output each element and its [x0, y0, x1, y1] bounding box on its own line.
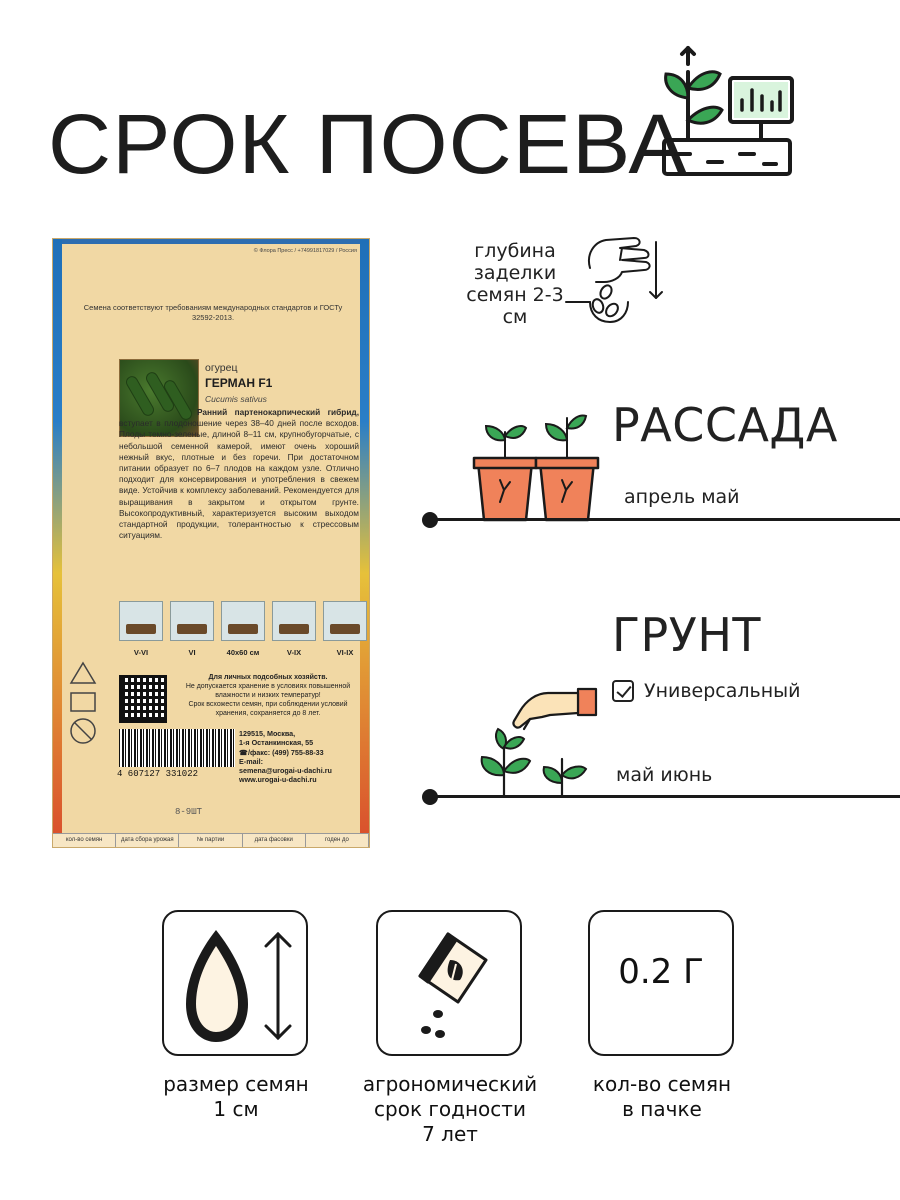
packet-description	[119, 407, 359, 541]
packet-address	[239, 729, 367, 785]
seed-weight-caption-line: в пачке	[622, 1097, 702, 1121]
step-label: 40x60 см	[226, 648, 260, 657]
address-line: 1-я Останкинская, 55	[239, 738, 314, 748]
packet-crop-kind: огурец	[205, 362, 238, 374]
seedlings-timeline-dot	[422, 512, 438, 528]
seedlings-months: апрель май	[624, 486, 740, 508]
packet-standards: Семена соответствуют требованиям международных стандартов и ГОСТу 32592-2013.	[83, 303, 343, 322]
shelf-life-caption-line: агрономический	[362, 1072, 538, 1096]
packet-step-labels	[119, 648, 367, 657]
packet-left-stripe	[53, 239, 62, 847]
packet-steps	[119, 601, 367, 645]
step-sprouts-icon	[170, 601, 214, 641]
step-label: V-IX	[286, 648, 302, 657]
soil-type-row	[612, 680, 801, 702]
seed-size-icon	[172, 920, 302, 1050]
footer-cell: кол-во семян	[53, 834, 116, 847]
notice-heading: Для личных подсобных хозяйств.	[208, 674, 328, 681]
packet-notice	[173, 673, 363, 718]
qr-code	[119, 675, 167, 723]
soil-type-label: Универсальный	[644, 680, 801, 702]
packet-footer	[53, 833, 369, 847]
seedling-pots-icon	[470, 410, 600, 525]
sowing-depth-label: глубина заделки семян 2-3 см	[466, 240, 564, 328]
footer-cell: дата фасовки	[243, 834, 306, 847]
page-title: СРОК ПОСЕВА	[48, 97, 688, 191]
seed-size-caption-line: размер семян	[163, 1072, 309, 1096]
seed-packet-image	[52, 238, 370, 848]
step-label: VI-IX	[336, 648, 354, 657]
sowing-calendar-icon	[656, 40, 806, 190]
shelf-life-tile	[376, 910, 522, 1056]
step-spacing-icon	[221, 601, 265, 641]
footer-cell: годен до	[306, 834, 369, 847]
seed-size-tile	[162, 910, 308, 1056]
packet-seed-count: 8-9ШТ	[175, 807, 203, 817]
barcode-number: 4 607127 331022	[117, 769, 199, 779]
seed-weight-caption-line: кол-во семян	[592, 1072, 732, 1096]
recycling-icons	[65, 659, 101, 749]
step-label: VI	[188, 648, 196, 657]
address-line: ☎/факс: (499) 755-88-33	[239, 747, 324, 757]
packet-latin-name: Cucumis sativus	[205, 394, 267, 404]
step-sowing-icon	[119, 601, 163, 641]
ground-months: май июнь	[616, 764, 713, 786]
packet-description-text: вступает в плодоношение через 38–40 дней после всходов. Плоды темно-зеленые, длиной 8–11 см, крупнобугорчатые, с небольшой семенной камерой, имеют очень хороший нежный вкус, плотные и без горечи. При достаточном питании образует по 6–7 плодов на каждом узле. Отлично подходит для консервирования и употребления в свежем виде. Устойчив к комплексу заболеваний. Рекомендуется для выращивания в закрытом и открытом грунте. Высокопродуктивный, характеризуется высоким выходом стандартной продукции, толерантностью к стрессовым ситуациям.	[119, 418, 359, 541]
check-icon	[612, 680, 634, 702]
packet-brand: © Флора Пресс / +74991817029 / Россия	[253, 248, 357, 254]
step-label: V-VI	[133, 648, 149, 657]
address-line: www.urogai-u-dachi.ru	[239, 775, 317, 785]
step-watering-icon	[272, 601, 316, 641]
hand-planting-icon	[470, 685, 600, 800]
seed-weight-value: 0.2 Г	[618, 952, 704, 992]
ground-timeline	[430, 795, 900, 798]
footer-cell: № партии	[179, 834, 242, 847]
hand-seeds-depth-icon	[560, 230, 670, 330]
shelf-life-caption	[340, 1072, 560, 1147]
shelf-life-value: 7 лет	[422, 1122, 478, 1146]
seed-weight-tile	[588, 910, 734, 1056]
address-line: 129515, Москва,	[239, 729, 296, 738]
address-line: E-mail:	[239, 756, 263, 766]
seed-size-caption	[140, 1072, 332, 1122]
barcode	[119, 729, 235, 767]
notice-germination: Срок всхожести семян, при соблюдении условий хранения, сохраняется до 8 лет.	[188, 701, 348, 717]
shelf-life-caption-line: срок годности	[374, 1097, 526, 1121]
packet-top-border	[53, 239, 369, 244]
footer-cell: дата сбора урожая	[116, 834, 179, 847]
ground-timeline-dot	[422, 789, 438, 805]
seed-weight-caption	[560, 1072, 764, 1122]
seedlings-title: РАССАДА	[612, 398, 838, 452]
seedlings-timeline	[430, 518, 900, 521]
notice-storage: Не допускается хранение в условиях повышенной влажности и низких температур!	[185, 683, 351, 699]
seed-size-value: 1 см	[213, 1097, 259, 1121]
packet-description-bold: Ранний партенокарпический гибрид,	[197, 407, 359, 417]
ground-title: ГРУНТ	[612, 608, 762, 662]
packet-variety: ГЕРМАН F1	[205, 376, 273, 390]
step-harvest-icon	[323, 601, 367, 641]
seed-packet-icon	[386, 920, 516, 1050]
address-line: semena@urogai-u-dachi.ru	[239, 766, 332, 776]
